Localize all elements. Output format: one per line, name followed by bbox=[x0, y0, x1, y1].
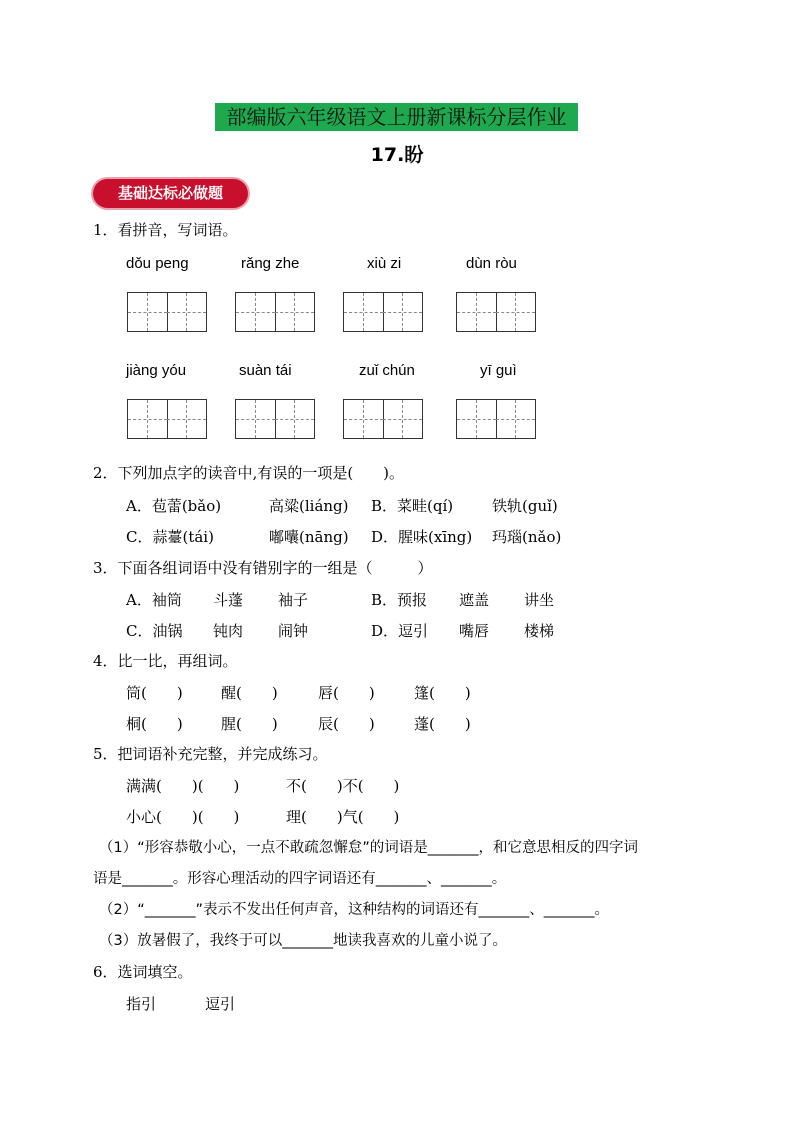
pinyin-label: dǒu peng bbox=[126, 255, 189, 272]
q4-blank[interactable]: 唇( ) bbox=[318, 684, 375, 702]
writing-grid[interactable] bbox=[456, 399, 536, 439]
q5-idiom-blank[interactable]: 小心( )( ) bbox=[126, 808, 240, 826]
q3-option: 讲坐 bbox=[524, 591, 555, 609]
q4-blank[interactable]: 蓬( ) bbox=[414, 715, 471, 733]
q3-option: 遮盖 bbox=[459, 591, 490, 609]
q2-option: A．苞蕾(bǎo) bbox=[126, 497, 222, 515]
q4-blank[interactable]: 醒( ) bbox=[221, 684, 278, 702]
pinyin-label: rǎng zhe bbox=[241, 255, 300, 272]
q5-sub3: （3）放暑假了，我终于可以_______地读我喜欢的儿童小说了。 bbox=[99, 933, 507, 949]
section-badge: 基础达标必做题 bbox=[93, 179, 248, 208]
pinyin-label: zuǐ chún bbox=[359, 362, 415, 379]
q3-option: 钝肉 bbox=[213, 622, 244, 640]
q3-option: C．油锅 bbox=[126, 622, 183, 640]
q3-option: B．预报 bbox=[371, 591, 428, 609]
writing-grid[interactable] bbox=[343, 399, 423, 439]
pinyin-label: xiù zi bbox=[367, 255, 402, 272]
q5-idiom-blank[interactable]: 理( )气( ) bbox=[286, 808, 400, 826]
writing-grid[interactable] bbox=[456, 292, 536, 332]
q2-option: 嘟囔(nāng) bbox=[269, 528, 349, 546]
q6-word-option: 指引 bbox=[126, 995, 157, 1013]
q5-sub1-line2: 语是_______。形容心理活动的四字词语还有_______、_______。 bbox=[93, 871, 507, 887]
q1-prompt: 1．看拼音，写词语。 bbox=[93, 221, 238, 239]
q2-option: D．腥味(xīng) bbox=[371, 528, 473, 546]
lesson-title: 17.盼 bbox=[370, 144, 424, 166]
pinyin-label: jiàng yóu bbox=[126, 362, 187, 379]
q5-sub2: （2）“_______”表示不发出任何声音，这种结构的词语还有_______、_______。 bbox=[99, 902, 609, 918]
q2-option: B．菜畦(qí) bbox=[371, 497, 454, 515]
writing-grid[interactable] bbox=[127, 399, 207, 439]
q5-idiom-blank[interactable]: 满满( )( ) bbox=[126, 777, 240, 795]
q4-blank[interactable]: 筒( ) bbox=[126, 684, 183, 702]
q2-option: 铁轨(guǐ) bbox=[492, 497, 558, 515]
worksheet-title-banner: 部编版六年级语文上册新课标分层作业 bbox=[215, 103, 578, 131]
q2-prompt: 2．下列加点字的读音中,有误的一项是( )。 bbox=[93, 464, 405, 482]
q3-option: D．逗引 bbox=[371, 622, 429, 640]
q3-option: A．袖筒 bbox=[126, 591, 182, 609]
pinyin-label: dùn ròu bbox=[466, 255, 517, 272]
q3-option: 嘴唇 bbox=[459, 622, 490, 640]
q2-option: 玛瑙(nǎo) bbox=[492, 528, 562, 546]
q4-prompt: 4．比一比，再组词。 bbox=[93, 652, 238, 670]
q2-option: 高粱(liáng) bbox=[269, 497, 349, 515]
pinyin-label: suàn tái bbox=[239, 362, 292, 379]
q2-option: C．蒜薹(tái) bbox=[126, 528, 214, 546]
q3-option: 袖子 bbox=[278, 591, 309, 609]
q5-sub1-line1: （1）“形容恭敬小心，一点不敢疏忽懈怠”的词语是_______，和它意思相反的四字词 bbox=[99, 840, 638, 856]
writing-grid[interactable] bbox=[127, 292, 207, 332]
q4-blank[interactable]: 腥( ) bbox=[221, 715, 278, 733]
writing-grid[interactable] bbox=[235, 399, 315, 439]
q5-idiom-blank[interactable]: 不( )不( ) bbox=[286, 777, 400, 795]
q3-option: 闹钟 bbox=[278, 622, 309, 640]
q3-option: 楼梯 bbox=[524, 622, 555, 640]
q3-option: 斗蓬 bbox=[213, 591, 244, 609]
q6-word-option: 逗引 bbox=[205, 995, 236, 1013]
q3-prompt: 3．下面各组词语中没有错别字的一组是（ ） bbox=[93, 559, 433, 577]
writing-grid[interactable] bbox=[235, 292, 315, 332]
q5-prompt: 5．把词语补充完整，并完成练习。 bbox=[93, 745, 328, 763]
pinyin-label: yī guì bbox=[480, 362, 517, 379]
q4-blank[interactable]: 篷( ) bbox=[414, 684, 471, 702]
q4-blank[interactable]: 辰( ) bbox=[318, 715, 375, 733]
q4-blank[interactable]: 桐( ) bbox=[126, 715, 183, 733]
writing-grid[interactable] bbox=[343, 292, 423, 332]
q6-prompt: 6．选词填空。 bbox=[93, 963, 193, 981]
